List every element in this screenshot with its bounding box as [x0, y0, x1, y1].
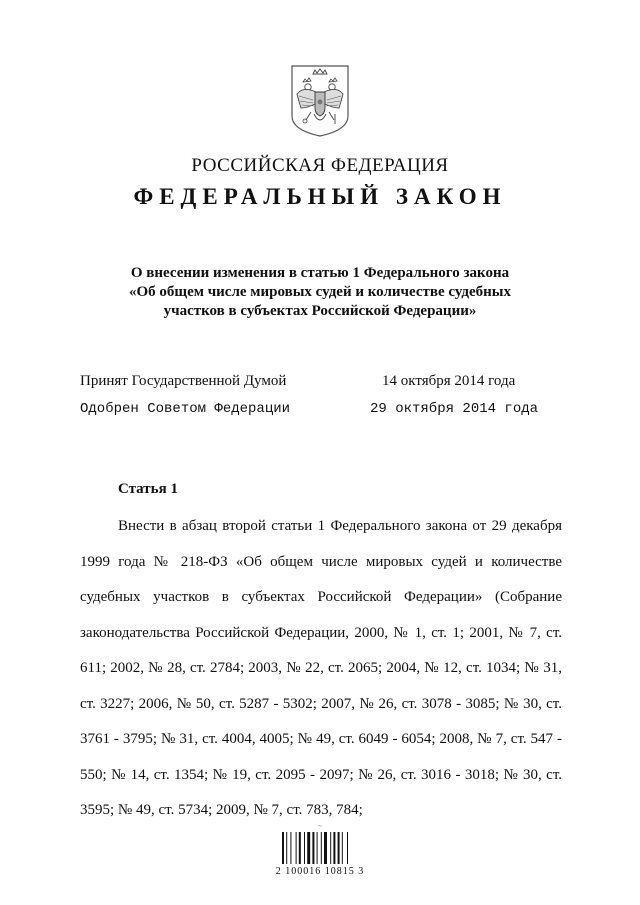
- article-body-text: Внести в абзац второй статьи 1 Федерального закона от 29 декабря 1999 года № 218-ФЗ «Об общем числе мировых судей и количестве судебных участков в субъектах Российской Федерации» (Собрание законодательства Российской Федерации, 2000, № 1, ст. 1; 2001, № 7, ст. 611; 2002, № 28, ст. 2784; 2003, № 22, ст. 2065; 2004, № 12, ст. 1034; № 31, ст. 3227; 2006, № 50, ст. 5287 - 5302; 2007, № 26, ст. 3078 - 3085; № 30, ст. 3761 - 3795; № 31, ст. 4004, 4005; № 49, ст. 6049 - 6054; 2008, № 7, ст. 547 - 550; № 14, ст. 1354; № 19, ст. 2095 - 2097; № 26, ст. 3016 - 3018; № 30, ст. 3595; № 49, ст. 5734; 2009, № 7, ст. 783, 784;: [80, 518, 562, 818]
- country-name: РОССИЙСКАЯ ФЕДЕРАЦИЯ: [191, 155, 449, 176]
- article-heading: Статья 1: [118, 481, 178, 497]
- adoption-label: Принят Государственной Думой: [80, 373, 287, 389]
- coat-of-arms-icon: [289, 64, 351, 138]
- law-title-line: участков в субъектах Российской Федерации»: [163, 303, 477, 319]
- svg-text:~: ~: [318, 824, 322, 830]
- law-kind-heading: ФЕДЕРАЛЬНЫЙ ЗАКОН: [133, 184, 507, 209]
- law-title: [80, 264, 560, 321]
- adoption-label: Одобрен Советом Федерации: [80, 401, 291, 417]
- law-title-line: «Об общем числе мировых судей и количестве судебных: [129, 284, 511, 300]
- law-title-line: О внесении изменения в статью 1 Федерального закона: [130, 265, 510, 281]
- adoption-date: 29 октября 2014 года: [370, 401, 539, 417]
- barcode-number: 2 100016 10815 3: [275, 866, 365, 877]
- adoption-date: 14 октября 2014 года: [382, 373, 516, 389]
